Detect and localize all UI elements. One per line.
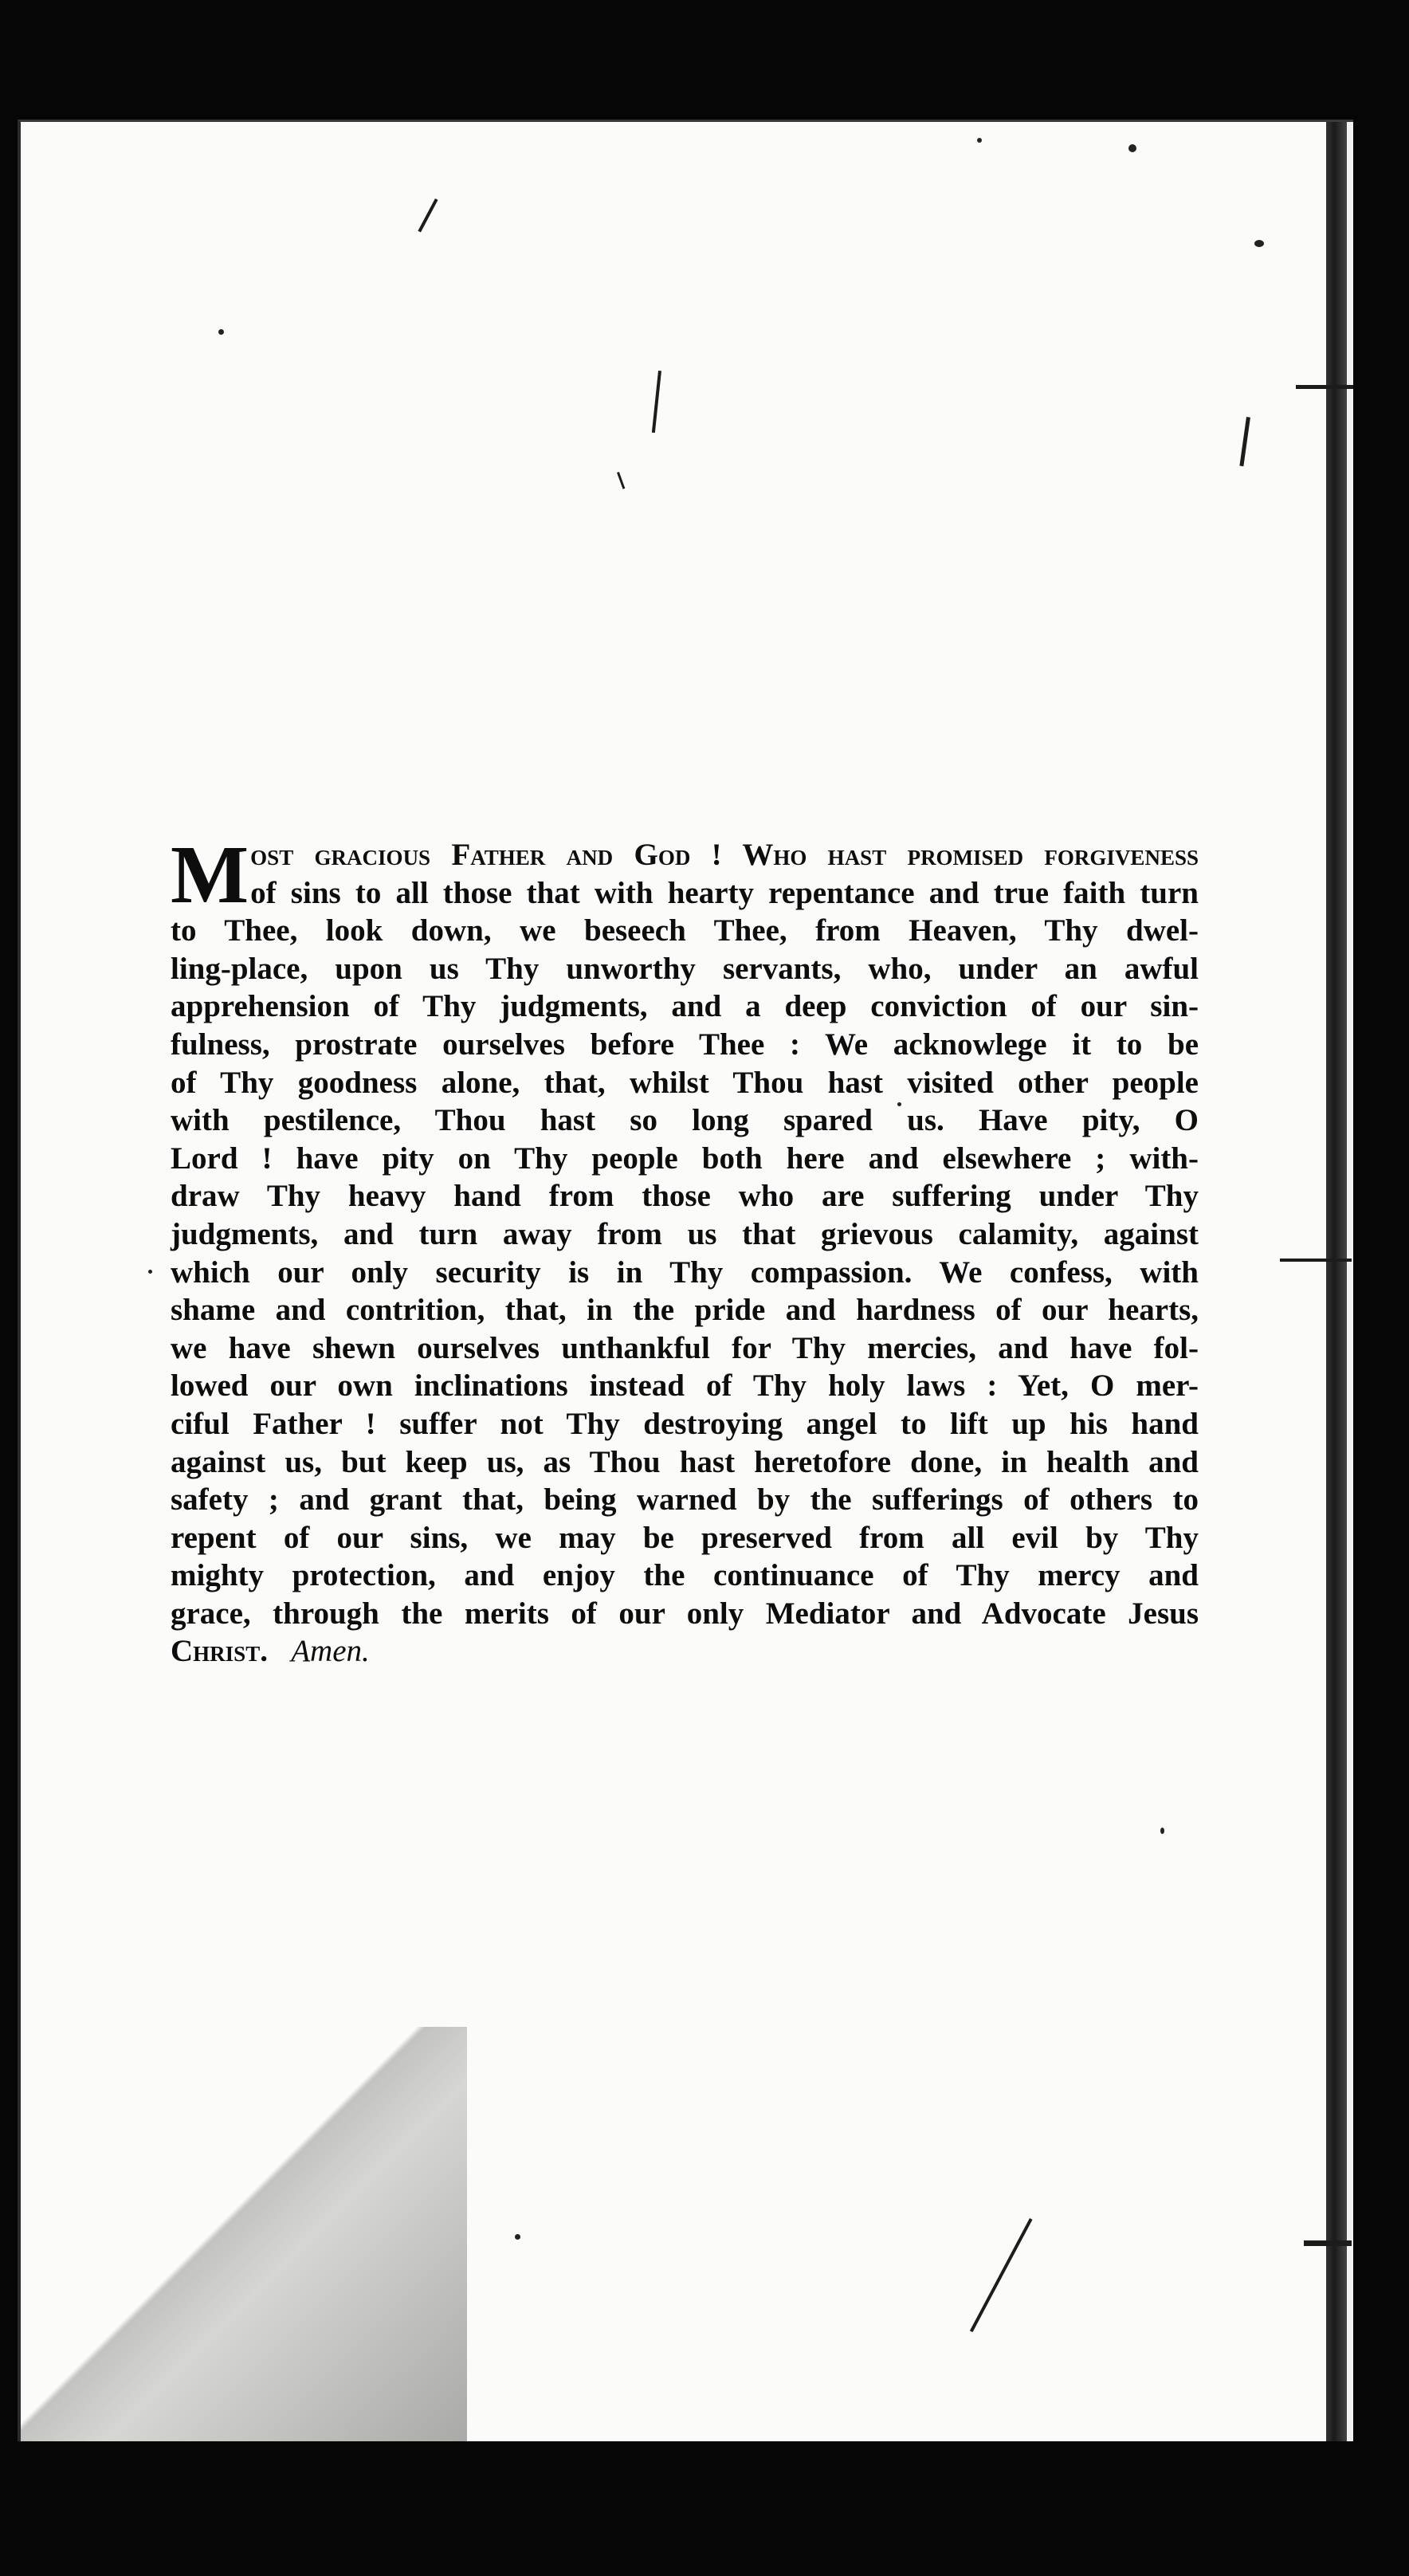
pen-stroke <box>617 472 625 489</box>
text-line-4: ling-place, upon us Thy unworthy servants, who, under an awful <box>171 951 1199 986</box>
ink-speck <box>1160 1828 1164 1834</box>
text-line-7: of Thy goodness alone, that, whilst Thou hast visited other people <box>171 1065 1199 1100</box>
text-line-13: shame and contrition, that, in the pride and hardness of our hearts, <box>171 1293 1199 1328</box>
pen-stroke <box>970 2218 1033 2332</box>
paper-edge-strip <box>1347 122 1353 2441</box>
pen-stroke <box>418 198 438 232</box>
drop-cap: M <box>171 829 249 921</box>
prayer-text <box>171 829 1199 1671</box>
text-line-20: mighty protection, and enjoy the continuance of Thy mercy and <box>171 1558 1199 1593</box>
scan-corner-shadow <box>21 2027 467 2441</box>
ink-speck <box>148 1270 152 1274</box>
text-line-16: ciful Father ! suffer not Thy destroying angel to lift up his hand <box>171 1406 1199 1441</box>
text-line-10: draw Thy heavy hand from those who are suffering under Thy <box>171 1179 1199 1214</box>
text-line-17: against us, but keep us, as Thou hast heretofore done, in health and <box>171 1444 1199 1479</box>
paper-sheet <box>18 120 1353 2441</box>
ink-speck <box>218 329 224 335</box>
text-line-18: safety ; and grant that, being warned by the sufferings of others to <box>171 1482 1199 1518</box>
ink-speck <box>977 138 982 143</box>
text-line-12: which our only security is in Thy compassion. We confess, with <box>171 1255 1199 1290</box>
final-word: Amen. <box>291 1634 370 1669</box>
text-line-14: we have shewn ourselves unthankful for Thy mercies, and have fol- <box>171 1330 1199 1365</box>
line-text: ost gracious Father and God ! Who hast promised forgiveness <box>250 838 1199 872</box>
binding-notch <box>1304 2240 1352 2246</box>
text-line-5: apprehension of Thy judgments, and a deep conviction of our sin- <box>171 989 1199 1024</box>
final-line-text: Christ. <box>171 1634 268 1669</box>
text-line-21: grace, through the merits of our only Mediator and Advocate Jesus <box>171 1596 1199 1631</box>
text-line-15: lowed our own inclinations instead of Thy holy laws : Yet, O mer- <box>171 1368 1199 1404</box>
ink-speck <box>515 2234 520 2240</box>
ink-speck <box>1128 144 1136 152</box>
text-line-8: with pestilence, Thou hast so long spared us. Have pity, O <box>171 1103 1199 1138</box>
binding-rule <box>1326 122 1347 2441</box>
ink-speck <box>1254 240 1264 247</box>
text-line-6: fulness, prostrate ourselves before Thee : We acknowlege it to be <box>171 1027 1199 1062</box>
binding-notch <box>1296 385 1353 389</box>
text-line-11: judgments, and turn away from us that grievous calamity, against <box>171 1216 1199 1251</box>
text-line-9: Lord ! have pity on Thy people both here and elsewhere ; with- <box>171 1141 1199 1176</box>
binding-notch <box>1280 1259 1352 1262</box>
pen-stroke <box>1239 417 1250 466</box>
pen-stroke <box>652 371 661 433</box>
text-line-2: of sins to all those that with hearty repentance and true faith turn <box>250 875 1199 910</box>
text-line-19: repent of our sins, we may be preserved from all evil by Thy <box>171 1520 1199 1555</box>
text-line-22 <box>171 1632 1199 1671</box>
text-line-3: to Thee, look down, we beseech Thee, from Heaven, Thy dwel- <box>171 913 1199 948</box>
